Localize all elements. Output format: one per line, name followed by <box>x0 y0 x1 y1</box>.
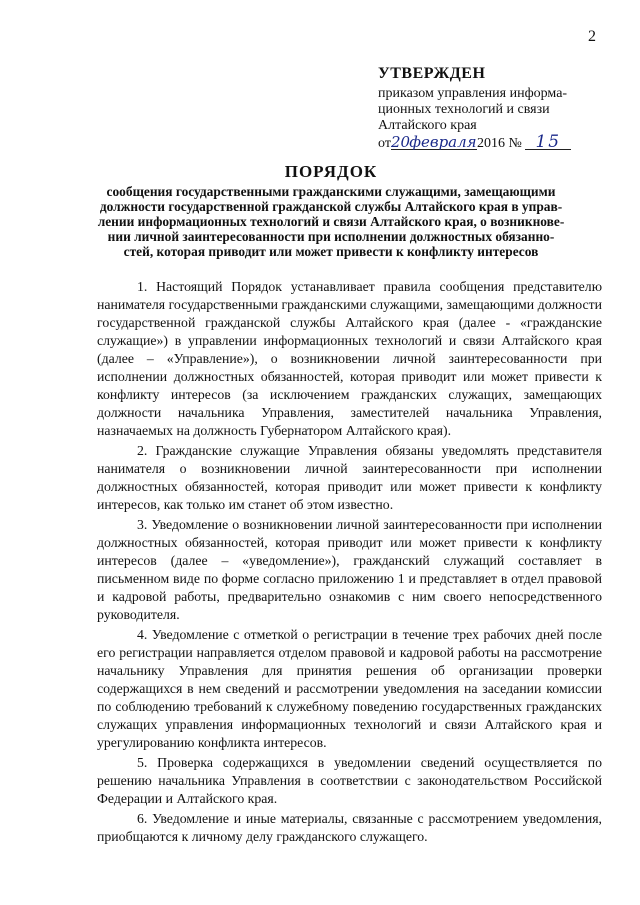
document-body <box>97 278 602 848</box>
paragraph-5: 5. Проверка содержащихся в уведомлении сведений осуществляется по решению начальника Управления в соответствии с законодательством Российской Федерации и Алтайского края. <box>97 755 602 806</box>
approval-title: УТВЕРЖДЕН <box>378 65 486 82</box>
paragraph-4: 4. Уведомление с отметкой о регистрации в течение трех рабочих дней после его регистрации направляется отделом правовой и кадровой работы на рассмотрение начальнику Управления для принятия решения об организации проверки содержащихся в нем сведений и рассмотрении уведомления на заседании комиссии по соблюдению требований к служебному поведению государственных гражданских служащих управления информационных технологий и связи Алтайского края и урегулированию конфликта интересов. <box>97 627 602 750</box>
document-subtitle-line: нии личной заинтересованности при исполнении должностных обязанно- <box>107 229 555 244</box>
document-subtitle-line: лении информационных технологий и связи Алтайского края, о возникнове- <box>97 214 565 229</box>
date-prefix: от <box>378 136 391 151</box>
paragraph-1: 1. Настоящий Порядок устанавливает правила сообщения представителю нанимателя государственными гражданскими служащими, замещающими должности государственной гражданской службы Алтайского края (далее - «гражданские служащие») в управлении информационных технологий и связи Алтайского края (далее – «Управление»), о возникновении личной заинтересованности при исполнении должностных обязанностей, которая приводит или может привести к конфликту интересов (за исключением гражданских служащих, замещающих должности начальника Управления, заместителей начальника Управления, назначаемых на должность Губернатором Алтайского края). <box>97 279 602 438</box>
document-title: ПОРЯДОК <box>284 162 378 181</box>
approval-line: Алтайского края <box>378 118 477 133</box>
handwritten-month: февраля <box>409 133 477 151</box>
approval-date-line <box>378 132 618 152</box>
page-number: 2 <box>588 28 596 45</box>
approval-block <box>378 66 618 152</box>
paragraph-3: 3. Уведомление о возникновении личной заинтересованности при исполнении должностных обязанностей, которая приводит или может привести к конфликту интересов (далее – «уведомление»), гражданский служащий составляет в письменном виде по форме согласно приложению 1 и представляет в отдел правовой и кадровой работы, предварительно ознакомив с ним своего непосредственного руководителя. <box>97 517 602 622</box>
handwritten-day: 20 <box>390 133 411 151</box>
paragraph-2: 2. Гражданские служащие Управления обязаны уведомлять представителя нанимателя о возникновении личной заинтересованности при исполнении должностных обязанностей, которая приводит или может привести к конфликту интересов, как только им станет об этом известно. <box>97 443 602 512</box>
document-header <box>96 162 566 259</box>
document-subtitle-line: должности государственной гражданской службы Алтайского края в управ- <box>99 199 563 214</box>
document-subtitle-line: стей, которая приводит или может привести к конфликту интересов <box>123 244 539 259</box>
paragraph-6: 6. Уведомление и иные материалы, связанные с рассмотрением уведомления, приобщаются к личному делу гражданского служащего. <box>97 811 602 844</box>
handwritten-order-number: 15 <box>525 135 571 150</box>
approval-year: 2016 № <box>476 136 522 151</box>
approval-line: приказом управления информа- <box>378 86 568 101</box>
approval-line: ционных технологий и связи <box>378 102 550 117</box>
document-subtitle-line: сообщения государственными гражданскими служащими, замещающими <box>106 184 556 199</box>
